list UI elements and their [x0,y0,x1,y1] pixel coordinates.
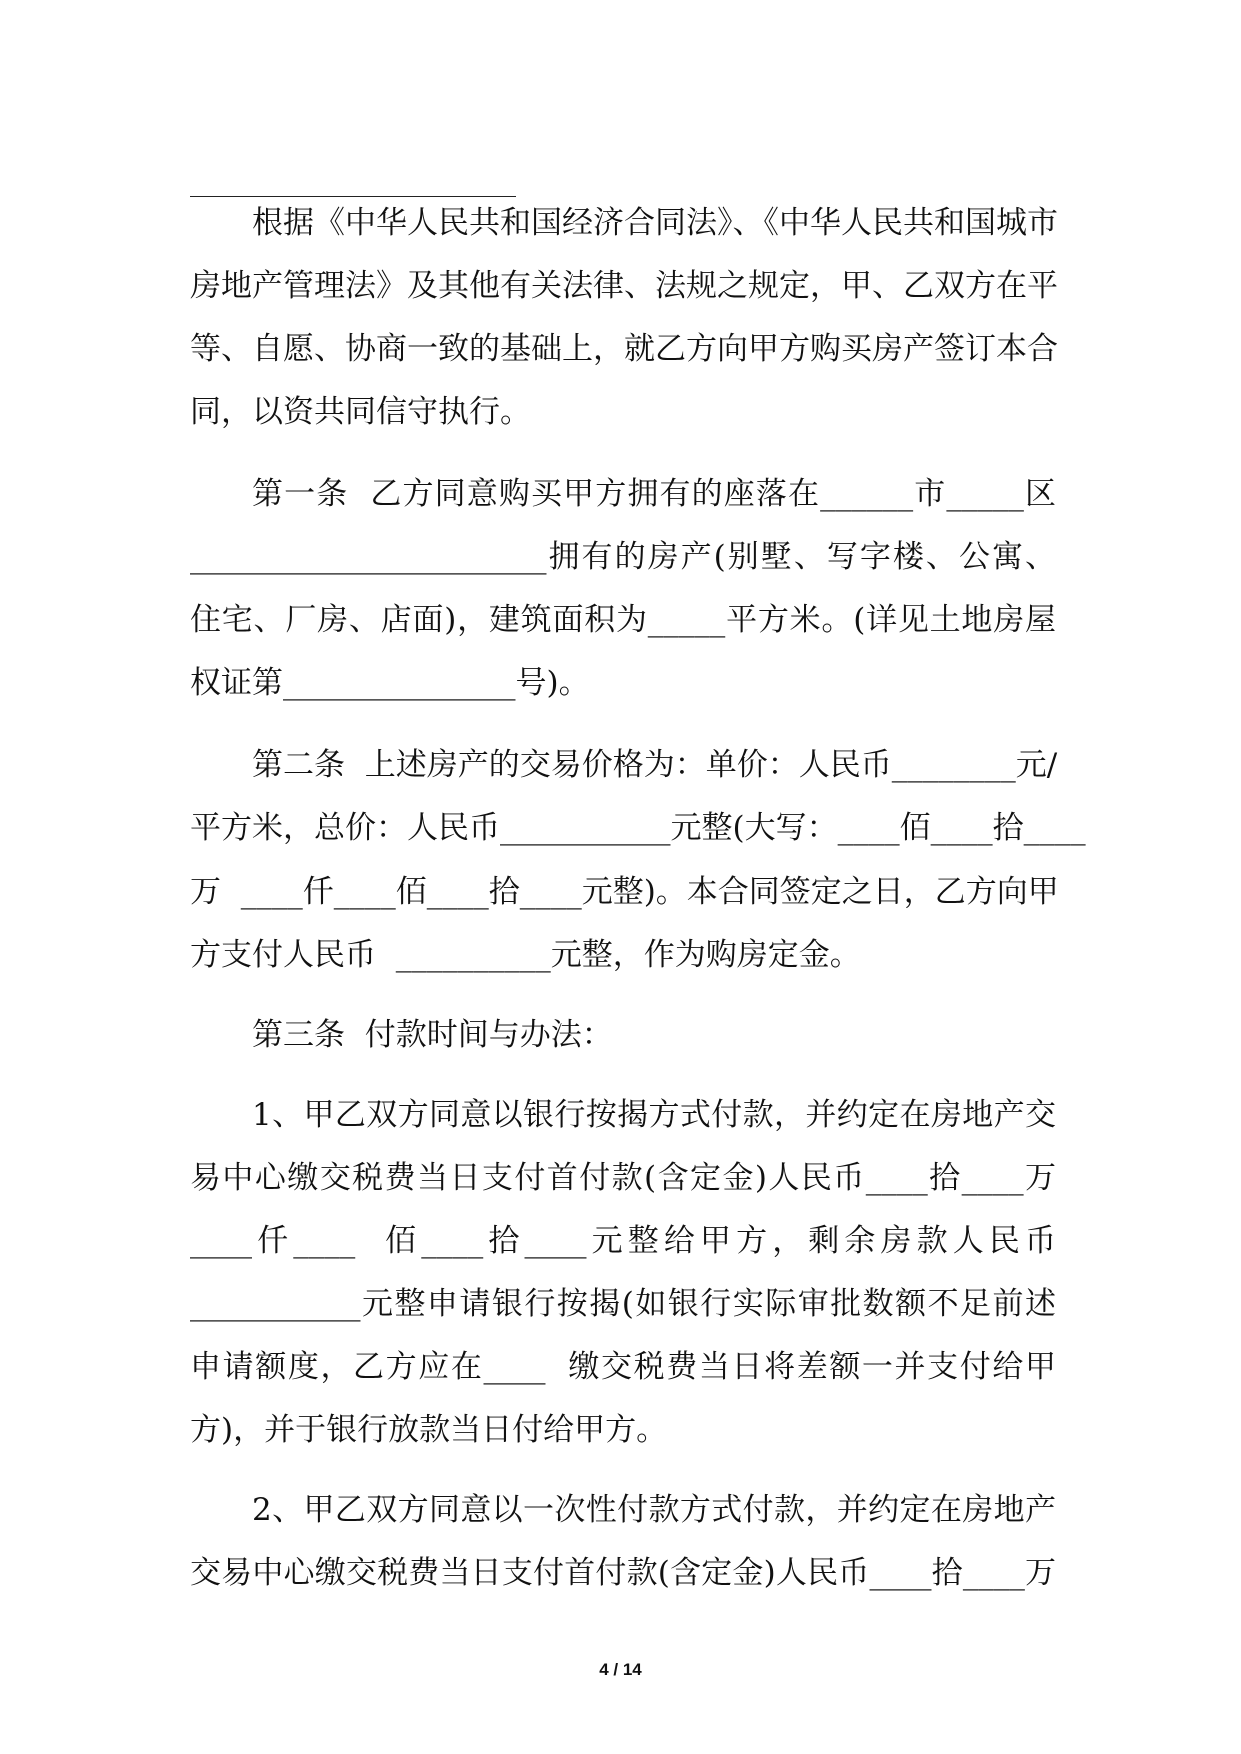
paragraph-line: 方)，并于银行放款当日付给甲方。 [190,1412,668,1449]
paragraph-line: 权证第_______________号)。 [190,665,590,702]
article-2-heading-line: 第二条 上述房产的交易价格为：单价：人民币________元/ [252,747,1058,784]
paragraph-line: 平方米，总价：人民币___________元整(大写：____佰____拾____ [190,810,1086,847]
paragraph-line: 交易中心缴交税费当日支付首付款(含定金)人民币____拾____万 [190,1555,1056,1592]
clause-2-line: 2、甲乙双方同意以一次性付款方式付款，并约定在房地产 [252,1492,1056,1529]
paragraph-line: _______________________拥有的房产(别墅、写字楼、公寓、 [190,539,1056,576]
paragraph-line: 等、自愿、协商一致的基础上，就乙方向甲方购买房产签订本合 [190,331,1058,368]
paragraph-line: 住宅、厂房、店面)，建筑面积为_____平方米。(详见土地房屋 [190,602,1056,639]
paragraph-line: 同，以资共同信守执行。 [190,394,531,431]
paragraph-line: 万 ____仟____佰____拾____元整)。本合同签定之日，乙方向甲 [190,873,1059,910]
paragraph-line: 房地产管理法》及其他有关法律、法规之规定，甲、乙双方在平 [190,268,1058,305]
paragraph-line: 根据《中华人民共和国经济合同法》、《中华人民共和国城市 [252,205,1058,241]
page-number: 4 / 14 [599,1660,642,1679]
paragraph-line: 易中心缴交税费当日支付首付款(含定金)人民币____拾____万 [190,1160,1056,1196]
article-1-heading-line: 第一条 乙方同意购买甲方拥有的座落在______市_____区 [252,476,1056,513]
paragraph-line: ____仟____ 佰____拾____元整给甲方，剩余房款人民币 [190,1223,1056,1260]
paragraph-line: 方支付人民币 __________元整，作为购房定金。 [190,936,861,973]
paragraph-line: ___________元整申请银行按揭(如银行实际审批数额不足前述 [190,1286,1056,1323]
clause-1-line: 1、甲乙双方同意以银行按揭方式付款，并约定在房地产交 [252,1096,1056,1133]
article-3-heading-line: 第三条 付款时间与办法： [252,1016,613,1053]
paragraph-line: 申请额度，乙方应在____ 缴交税费当日将差额一并支付给甲 [190,1349,1056,1386]
